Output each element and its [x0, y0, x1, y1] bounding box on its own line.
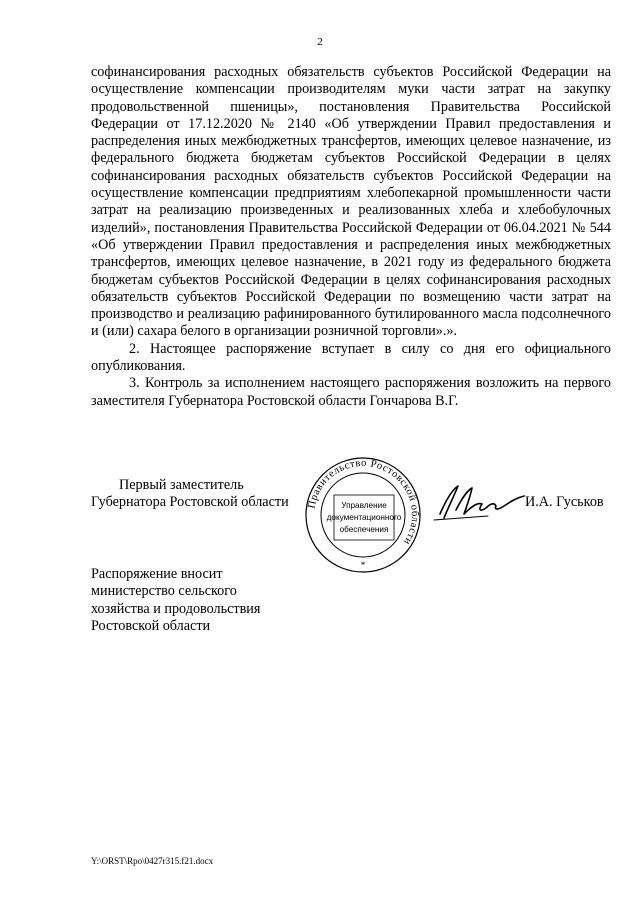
file-path-footer: Y:\ORST\Rpo\0427r315.f21.docx: [91, 856, 214, 866]
submitter-line-1: Распоряжение вносит: [91, 566, 223, 582]
paragraph-item-2: 2. Настоящее распоряжение вступает в силу со дня его официального опубликования.: [91, 340, 611, 375]
submitter-line-4: Ростовской области: [91, 617, 211, 634]
signatory-position: [91, 477, 289, 512]
submitter-block: [91, 566, 260, 635]
stamp-inner-line-1: Управление: [341, 501, 387, 510]
document-body: [91, 64, 611, 410]
stamp-outer-text: Правительство Ростовской области: [306, 457, 421, 547]
stamp-inner-line-2: документационного: [326, 513, 402, 522]
position-line-2: Губернатора Ростовской области: [91, 494, 289, 511]
paragraph-continuation: софинансирования расходных обязательств субъектов Российской Федерации на осуществление компенсации производителям муки части затрат на закупку продовольственной пшеницы», постановления Правительства Российской Федерации от 17.12.2020 № 2140 «Об утверждении Правил предоставления и распределения иных межбюджетных трансфертов, имеющих целевое назначение, из федерального бюджета бюджетам субъектов Российской Федерации в целях софинансирования расходных обязательств субъектов Российской Федерации на осуществление компенсации предприятиям хлебопекарной промышленности части затрат на реализацию произведенных и реализованных хлеба и хлебобулочных изделий», постановления Правительства Российской Федерации от 06.04.2021 № 544 «Об утверждении Правил предоставления и распределения иных межбюджетных трансфертов, имеющих целевое назначение, в 2021 году из федерального бюджета бюджетам субъектов Российской Федерации в целях софинансирования расходных обязательств субъектов Российской Федерации по возмещению части затрат на производство и реализацию рафинированного бутилированного масла подсолнечного и (или) сахара белого в организации розничной торговли».».: [91, 64, 611, 340]
paragraph-item-3: 3. Контроль за исполнением настоящего распоряжения возложить на первого заместителя Губернатора Ростовской области Гончарова В.Г.: [91, 375, 611, 409]
signer-name: И.А. Гуськов: [525, 494, 604, 510]
stamp-star: *: [360, 560, 366, 570]
position-line-1: Первый заместитель: [119, 477, 244, 493]
stamp-inner-line-3: обеспечения: [339, 525, 389, 534]
submitter-line-3: хозяйства и продовольствия: [91, 600, 261, 617]
handwritten-signature: [428, 480, 528, 526]
submitter-line-2: министерство сельского: [91, 583, 237, 600]
official-stamp: [304, 456, 422, 574]
page-number: 2: [317, 36, 323, 48]
